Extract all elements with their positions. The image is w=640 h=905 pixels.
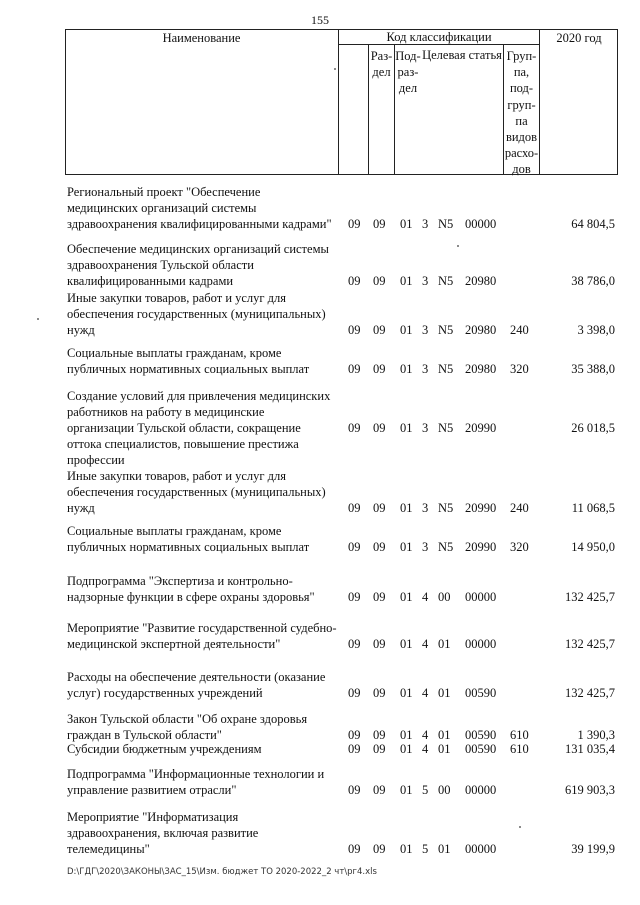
- row-razdel: 09: [348, 686, 361, 700]
- row-c1: 01: [400, 783, 413, 797]
- header-podrazdel-line: Под-: [395, 49, 421, 63]
- row-podrazdel: 09: [373, 590, 386, 604]
- page-number: 155: [311, 13, 329, 27]
- row-razdel: 09: [348, 323, 361, 337]
- row-razdel: 09: [348, 783, 361, 797]
- row-name-line: нужд: [67, 501, 95, 515]
- row-name-line: Иные закупки товаров, работ и услуг для: [67, 291, 287, 305]
- row-name-line: Социальные выплаты гражданам, кроме: [67, 524, 282, 538]
- row-c4: 20990: [465, 501, 497, 515]
- row-c3: 01: [438, 742, 451, 756]
- row-podrazdel: 09: [373, 274, 386, 288]
- row-c3: N5: [438, 501, 454, 515]
- row-amount: 619 903,3: [565, 783, 615, 797]
- row-amount: 132 425,7: [565, 590, 615, 604]
- row-c1: 01: [400, 421, 413, 435]
- row-c1: 01: [400, 637, 413, 651]
- row-razdel: 09: [348, 362, 361, 376]
- row-c2: 3: [422, 540, 429, 554]
- header-razdel-line: Раз-: [370, 49, 393, 63]
- row-podrazdel: 09: [373, 783, 386, 797]
- row-name-line: Закон Тульской области "Об охране здоровья: [67, 712, 308, 726]
- scan-speck: [37, 318, 39, 320]
- header-group-line: па,: [513, 65, 530, 80]
- row-c2: 3: [422, 323, 429, 337]
- row-group: 610: [510, 728, 529, 742]
- row-name: [67, 468, 353, 516]
- row-name-line: надзорные функции в сфере охраны здоровья": [67, 590, 315, 604]
- row-name-line: Расходы на обеспечение деятельности (оказание: [67, 670, 326, 684]
- header-podrazdel: [395, 48, 421, 97]
- row-name-line: организации Тульской области, сокращение: [67, 421, 301, 435]
- row-name-line: Субсидии бюджетным учреждениям: [67, 742, 262, 756]
- row-group: 320: [510, 540, 529, 554]
- row-podrazdel: 09: [373, 217, 386, 231]
- row-razdel: 09: [348, 742, 361, 756]
- row-c2: 3: [422, 421, 429, 435]
- row-group: 610: [510, 742, 529, 756]
- row-name-line: Создание условий для привлечения медицинских: [67, 389, 331, 403]
- row-name: [67, 523, 353, 555]
- row-name-line: Региональный проект "Обеспечение: [67, 185, 261, 199]
- row-amount: 1 390,3: [577, 728, 615, 742]
- row-podrazdel: 09: [373, 637, 386, 651]
- scan-speck: [334, 68, 336, 70]
- row-name-line: Социальные выплаты гражданам, кроме: [67, 346, 282, 360]
- row-name-line: обеспечения государственных (муниципальных): [67, 485, 326, 499]
- row-podrazdel: 09: [373, 686, 386, 700]
- row-name: [67, 184, 353, 232]
- row-amount: 132 425,7: [565, 686, 615, 700]
- row-name-line: Подпрограмма "Экспертиза и контрольно-: [67, 574, 293, 588]
- row-name-line: управление развитием отрасли": [67, 783, 237, 797]
- header-group-line: Груп-: [506, 49, 537, 63]
- row-c3: N5: [438, 362, 454, 376]
- row-name-line: здравоохранения квалифицированными кадрами": [67, 217, 332, 231]
- row-c1: 01: [400, 217, 413, 231]
- row-c3: N5: [438, 323, 454, 337]
- row-amount: 39 199,9: [571, 842, 615, 856]
- row-name-line: граждан в Тульской области": [67, 728, 222, 742]
- row-c2: 4: [422, 590, 429, 604]
- row-c4: 00590: [465, 686, 497, 700]
- row-name-line: телемедицины": [67, 842, 150, 856]
- row-c1: 01: [400, 728, 413, 742]
- row-razdel: 09: [348, 728, 361, 742]
- row-razdel: 09: [348, 842, 361, 856]
- row-razdel: 09: [348, 274, 361, 288]
- row-c4: 00590: [465, 728, 497, 742]
- row-name: [67, 809, 353, 857]
- row-name-line: оттока специалистов, повышение престижа: [67, 437, 299, 451]
- row-c2: 4: [422, 686, 429, 700]
- row-amount: 131 035,4: [565, 742, 615, 756]
- header-classification: Код классификации: [386, 30, 492, 44]
- row-c3: N5: [438, 540, 454, 554]
- row-c4: 20980: [465, 362, 497, 376]
- row-c3: 01: [438, 728, 451, 742]
- row-c4: 20990: [465, 421, 497, 435]
- row-c2: 3: [422, 501, 429, 515]
- row-c1: 01: [400, 742, 413, 756]
- row-c1: 01: [400, 842, 413, 856]
- row-name-line: здравоохранения Тульской области: [67, 258, 254, 272]
- row-c2: 5: [422, 842, 429, 856]
- row-c4: 00000: [465, 590, 497, 604]
- row-c2: 4: [422, 742, 429, 756]
- row-c2: 5: [422, 783, 429, 797]
- scan-speck: [457, 245, 459, 247]
- row-c2: 4: [422, 637, 429, 651]
- row-c3: 01: [438, 842, 451, 856]
- row-c1: 01: [400, 590, 413, 604]
- row-name: [67, 669, 353, 701]
- row-c1: 01: [400, 323, 413, 337]
- header-group-line: груп-: [507, 97, 536, 112]
- row-name: [67, 741, 353, 757]
- row-name: [67, 290, 353, 338]
- row-amount: 11 068,5: [571, 501, 615, 515]
- row-c2: 4: [422, 728, 429, 742]
- row-c3: 01: [438, 637, 451, 651]
- row-name-line: Мероприятие "Информатизация: [67, 810, 239, 824]
- row-group: 240: [510, 501, 529, 515]
- row-c3: 01: [438, 686, 451, 700]
- scan-speck: [519, 826, 521, 828]
- row-c1: 01: [400, 540, 413, 554]
- row-c4: 00000: [465, 783, 497, 797]
- row-c4: 00590: [465, 742, 497, 756]
- header-group: [504, 48, 539, 178]
- row-razdel: 09: [348, 421, 361, 435]
- row-name-line: нужд: [67, 323, 95, 337]
- row-name: [67, 711, 353, 743]
- row-podrazdel: 09: [373, 540, 386, 554]
- header-group-line: расхо-: [504, 146, 539, 161]
- row-podrazdel: 09: [373, 421, 386, 435]
- row-c3: N5: [438, 217, 454, 231]
- row-amount: 14 950,0: [571, 540, 615, 554]
- row-c2: 3: [422, 217, 429, 231]
- row-c3: N5: [438, 421, 454, 435]
- row-razdel: 09: [348, 540, 361, 554]
- row-name-line: здравоохранения, включая развитие: [67, 826, 259, 840]
- row-name-line: публичных нормативных социальных выплат: [67, 362, 310, 376]
- row-name: [67, 345, 353, 377]
- row-c4: 20990: [465, 540, 497, 554]
- row-c1: 01: [400, 501, 413, 515]
- header-group-line: видов: [505, 130, 538, 145]
- row-group: 320: [510, 362, 529, 376]
- row-amount: 132 425,7: [565, 637, 615, 651]
- row-c3: N5: [438, 274, 454, 288]
- row-razdel: 09: [348, 637, 361, 651]
- row-amount: 26 018,5: [571, 421, 615, 435]
- header-group-line: па: [515, 113, 528, 128]
- row-c4: 00000: [465, 217, 497, 231]
- row-name: [67, 241, 353, 289]
- row-podrazdel: 09: [373, 728, 386, 742]
- row-name: [67, 573, 353, 605]
- row-c2: 3: [422, 362, 429, 376]
- row-c4: 20980: [465, 323, 497, 337]
- row-amount: 64 804,5: [571, 217, 615, 231]
- row-name-line: квалифицированными кадрами: [67, 274, 234, 288]
- row-group: 240: [510, 323, 529, 337]
- row-name-line: медицинской экспертной деятельности": [67, 637, 281, 651]
- row-razdel: 09: [348, 590, 361, 604]
- header-podrazdel-line: дел: [398, 81, 418, 96]
- header-left-border: [65, 29, 66, 175]
- row-podrazdel: 09: [373, 742, 386, 756]
- row-name-line: медицинских организаций системы: [67, 201, 257, 215]
- row-name-line: Иные закупки товаров, работ и услуг для: [67, 469, 287, 483]
- header-name: Наименование: [162, 31, 241, 45]
- row-podrazdel: 09: [373, 842, 386, 856]
- row-name: [67, 388, 353, 468]
- row-podrazdel: 09: [373, 362, 386, 376]
- row-c4: 00000: [465, 842, 497, 856]
- header-divider-name: [338, 29, 339, 175]
- row-podrazdel: 09: [373, 501, 386, 515]
- row-name-line: обеспечения государственных (муниципальных): [67, 307, 326, 321]
- row-name: [67, 766, 353, 798]
- row-podrazdel: 09: [373, 323, 386, 337]
- row-razdel: 09: [348, 501, 361, 515]
- header-razdel: [369, 48, 394, 80]
- header-group-line: дов: [512, 162, 531, 177]
- row-c3: 00: [438, 783, 451, 797]
- row-c4: 20980: [465, 274, 497, 288]
- row-c4: 00000: [465, 637, 497, 651]
- header-right-border: [617, 29, 618, 175]
- file-path-footer: D:\ГДГ\2020\ЗАКОНЫ\ЗАС_15\Изм. бюджет ТО 2020-2022_2 чт\рг4.xls: [67, 867, 377, 877]
- row-c2: 3: [422, 274, 429, 288]
- row-amount: 35 388,0: [571, 362, 615, 376]
- header-razdel-line: дел: [372, 65, 391, 80]
- row-name-line: работников на работу в медицинские: [67, 405, 265, 419]
- header-target: Целевая статья: [422, 48, 502, 62]
- row-c1: 01: [400, 362, 413, 376]
- row-name-line: Обеспечение медицинских организаций системы: [67, 242, 329, 256]
- row-razdel: 09: [348, 217, 361, 231]
- row-name-line: публичных нормативных социальных выплат: [67, 540, 310, 554]
- row-amount: 3 398,0: [577, 323, 615, 337]
- row-c1: 01: [400, 686, 413, 700]
- row-c3: 00: [438, 590, 451, 604]
- header-group-line: под-: [509, 81, 534, 96]
- header-divider-year: [539, 29, 540, 175]
- header-year: 2020 год: [556, 31, 602, 45]
- row-name: [67, 620, 353, 652]
- row-name-line: Мероприятие "Развитие государственной судебно-: [67, 621, 337, 635]
- row-name-line: профессии: [67, 453, 125, 467]
- row-name-line: Подпрограмма "Информационные технологии и: [67, 767, 325, 781]
- row-c1: 01: [400, 274, 413, 288]
- header-podrazdel-line: раз-: [397, 65, 419, 80]
- table-header: [65, 29, 618, 175]
- row-amount: 38 786,0: [571, 274, 615, 288]
- row-name-line: услуг) государственных учреждений: [67, 686, 263, 700]
